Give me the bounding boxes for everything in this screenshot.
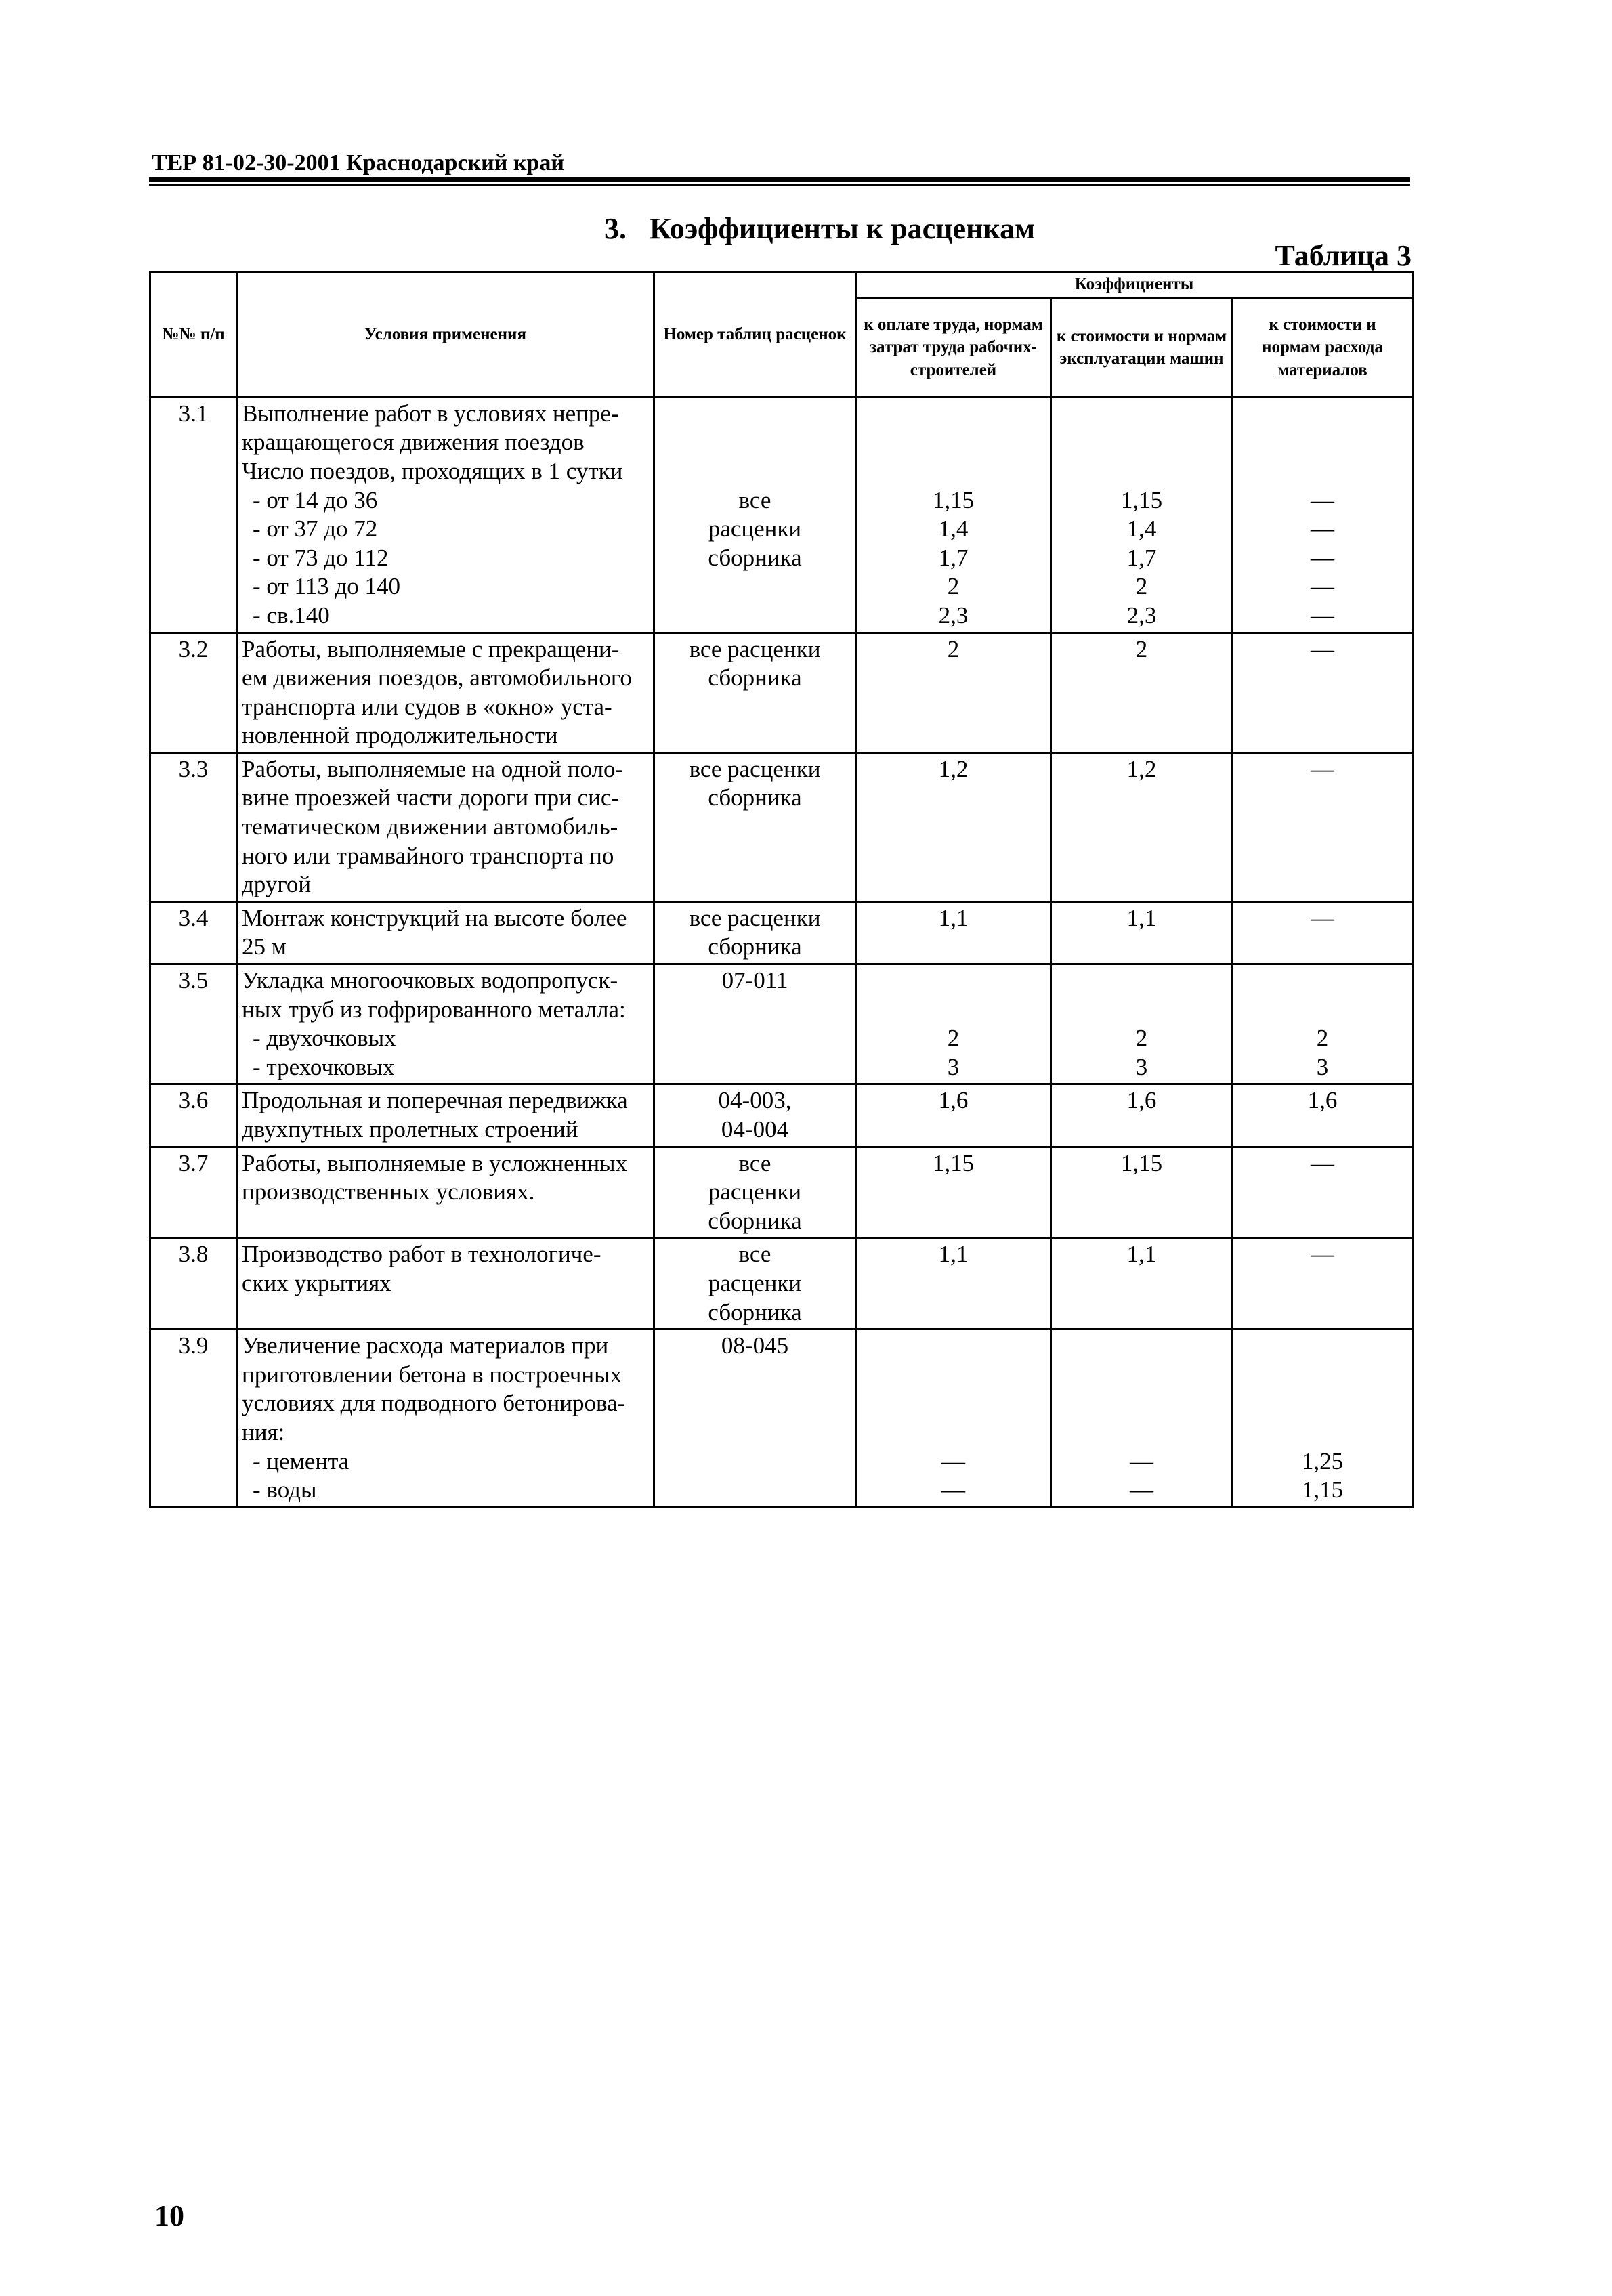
- row-number: 3.2: [150, 633, 237, 752]
- condition-subitem: - цемента: [253, 1447, 349, 1474]
- table-row: [150, 752, 1413, 901]
- row-machines-coef: [1051, 397, 1233, 633]
- condition-subitem: - трехочковых: [253, 1053, 395, 1080]
- table-row: [150, 1330, 1413, 1508]
- row-number: 3.1: [150, 397, 237, 633]
- row-labor-coef: 1,1: [856, 1238, 1051, 1330]
- ref-line: все расценки: [689, 904, 821, 931]
- row-materials-coef: [1233, 397, 1413, 633]
- section-title: Коэффициенты к расценкам: [650, 212, 1036, 245]
- header-rule: [149, 177, 1410, 182]
- condition-line: ния:: [242, 1418, 285, 1445]
- col-header-machines: к стоимости и нормам эксплуатации машин: [1051, 298, 1233, 397]
- condition-subitem: - от 14 до 36: [253, 486, 378, 513]
- ref-line: сборника: [708, 784, 802, 811]
- condition-line: Работы, выполняемые с прекращени-: [242, 635, 620, 662]
- row-number: 3.3: [150, 752, 237, 901]
- materials-value: —: [1311, 515, 1334, 543]
- materials-value: —: [1311, 601, 1334, 629]
- col-header-table-ref: Номер таблиц расценок: [654, 272, 856, 398]
- ref-line: 04-003,: [718, 1087, 792, 1114]
- section-heading: [604, 211, 1035, 246]
- machines-value: 2: [1135, 1025, 1148, 1052]
- row-conditions: [237, 1330, 654, 1508]
- ref-line: сборника: [708, 1298, 802, 1325]
- condition-line: Работы, выполняемые на одной поло-: [242, 755, 624, 782]
- col-header-labor: к оплате труда, нормам затрат труда рабочих-строителей: [856, 298, 1051, 397]
- materials-value: —: [1311, 544, 1334, 571]
- row-labor-coef: 1,1: [856, 901, 1051, 964]
- table-row: [150, 1084, 1413, 1147]
- ref-line: расценки: [708, 515, 802, 543]
- condition-subitem: - св.140: [253, 601, 330, 629]
- row-conditions: [237, 633, 654, 752]
- row-number: 3.9: [150, 1330, 237, 1508]
- condition-subitem: - от 113 до 140: [253, 573, 400, 600]
- row-table-ref: [654, 1330, 856, 1508]
- labor-value: 1,7: [938, 544, 969, 571]
- row-labor-coef: [856, 964, 1051, 1084]
- col-header-num: №№ п/п: [150, 272, 237, 398]
- table-row: [150, 964, 1413, 1084]
- condition-line: ем движения поездов, автомобильного: [242, 664, 632, 692]
- row-table-ref: [654, 752, 856, 901]
- row-materials-coef: [1233, 964, 1413, 1084]
- machines-value: 1,4: [1126, 515, 1157, 543]
- condition-subitem: - от 37 до 72: [253, 515, 378, 543]
- row-conditions: [237, 752, 654, 901]
- condition-line: ного или трамвайного транспорта по: [242, 842, 614, 869]
- ref-line: сборника: [708, 544, 802, 571]
- row-machines-coef: 1,2: [1051, 752, 1233, 901]
- row-materials-coef: —: [1233, 1238, 1413, 1330]
- document-header: ТЕР 81-02-30-2001 Краснодарский край: [152, 150, 564, 175]
- labor-value: 1,15: [932, 486, 975, 513]
- labor-value: —: [941, 1476, 965, 1504]
- row-materials-coef: 1,6: [1233, 1084, 1413, 1147]
- row-conditions: [237, 1238, 654, 1330]
- ref-line: все: [738, 486, 771, 513]
- ref-line: 08-045: [721, 1332, 789, 1359]
- ref-line: 07-011: [721, 967, 788, 994]
- materials-value: 1,15: [1301, 1476, 1344, 1504]
- condition-line: Работы, выполняемые в усложненных: [242, 1149, 628, 1176]
- row-machines-coef: 2: [1051, 633, 1233, 752]
- condition-subitem: - воды: [253, 1476, 317, 1504]
- row-table-ref: [654, 964, 856, 1084]
- ref-line: все расценки: [689, 635, 821, 662]
- condition-line: 25 м: [242, 933, 287, 960]
- materials-value: 3: [1316, 1053, 1329, 1080]
- coefficients-table: [149, 271, 1414, 1508]
- table-row: [150, 1238, 1413, 1330]
- labor-value: —: [941, 1447, 965, 1474]
- ref-line: сборника: [708, 664, 802, 692]
- row-conditions: [237, 1147, 654, 1238]
- machines-value: 1,7: [1126, 544, 1157, 571]
- row-materials-coef: —: [1233, 752, 1413, 901]
- row-labor-coef: 2: [856, 633, 1051, 752]
- row-labor-coef: 1,2: [856, 752, 1051, 901]
- row-table-ref: [654, 633, 856, 752]
- row-materials-coef: [1233, 1330, 1413, 1508]
- condition-line: ских укрытиях: [242, 1269, 391, 1296]
- row-table-ref: [654, 1084, 856, 1147]
- row-number: 3.6: [150, 1084, 237, 1147]
- row-labor-coef: 1,6: [856, 1084, 1051, 1147]
- row-conditions: [237, 901, 654, 964]
- ref-line: 04-004: [721, 1116, 789, 1143]
- condition-line: новленной продолжительности: [242, 722, 558, 749]
- ref-line: расценки: [708, 1178, 802, 1206]
- row-table-ref: [654, 397, 856, 633]
- row-conditions: [237, 964, 654, 1084]
- table-caption: Таблица 3: [1275, 239, 1412, 272]
- row-materials-coef: —: [1233, 1147, 1413, 1238]
- labor-value: 2: [947, 573, 960, 600]
- row-number: 3.7: [150, 1147, 237, 1238]
- row-table-ref: [654, 1147, 856, 1238]
- machines-value: 1,15: [1120, 486, 1163, 513]
- materials-value: 1,25: [1301, 1447, 1344, 1474]
- table-row: [150, 901, 1413, 964]
- ref-line: все расценки: [689, 755, 821, 782]
- col-header-coefficients: Коэффициенты: [856, 272, 1413, 299]
- labor-value: 2: [947, 1025, 960, 1052]
- labor-value: 2,3: [938, 601, 969, 629]
- condition-line: Число поездов, проходящих в 1 сутки: [242, 457, 623, 484]
- table-row: [150, 633, 1413, 752]
- condition-line: кращающегося движения поездов: [242, 429, 585, 456]
- row-materials-coef: —: [1233, 901, 1413, 964]
- row-machines-coef: [1051, 1330, 1233, 1508]
- page-number: 10: [154, 2199, 184, 2232]
- row-labor-coef: [856, 397, 1051, 633]
- row-table-ref: [654, 901, 856, 964]
- row-machines-coef: 1,15: [1051, 1147, 1233, 1238]
- condition-subitem: - двухочковых: [253, 1025, 396, 1052]
- condition-line: другой: [242, 871, 312, 898]
- materials-value: 2: [1316, 1025, 1329, 1052]
- row-conditions: [237, 1084, 654, 1147]
- row-materials-coef: —: [1233, 633, 1413, 752]
- table-row: [150, 397, 1413, 633]
- condition-line: Укладка многоочковых водопропуск-: [242, 967, 618, 994]
- col-header-conditions: Условия применения: [237, 272, 654, 398]
- ref-line: сборника: [708, 1207, 802, 1234]
- condition-line: Продольная и поперечная передвижка: [242, 1087, 628, 1114]
- row-labor-coef: [856, 1330, 1051, 1508]
- condition-line: условиях для подводного бетонирова-: [242, 1390, 626, 1417]
- condition-line: Выполнение работ в условиях непре-: [242, 400, 619, 427]
- row-labor-coef: 1,15: [856, 1147, 1051, 1238]
- condition-line: транспорта или судов в «окно» уста-: [242, 693, 612, 720]
- condition-line: приготовлении бетона в построечных: [242, 1361, 622, 1388]
- row-conditions: [237, 397, 654, 633]
- table-row: [150, 1147, 1413, 1238]
- col-header-materials: к стоимости и нормам расхода материалов: [1233, 298, 1413, 397]
- condition-line: тематическом движении автомобиль-: [242, 813, 618, 841]
- labor-value: 3: [947, 1053, 960, 1080]
- condition-line: производственных условиях.: [242, 1178, 535, 1206]
- row-number: 3.4: [150, 901, 237, 964]
- condition-subitem: - от 73 до 112: [253, 544, 389, 571]
- ref-line: сборника: [708, 933, 802, 960]
- row-number: 3.5: [150, 964, 237, 1084]
- row-machines-coef: [1051, 964, 1233, 1084]
- row-machines-coef: 1,1: [1051, 901, 1233, 964]
- condition-line: Производство работ в технологиче-: [242, 1241, 601, 1268]
- row-number: 3.8: [150, 1238, 237, 1330]
- machines-value: —: [1130, 1447, 1153, 1474]
- labor-value: 1,4: [938, 515, 969, 543]
- condition-line: Увеличение расхода материалов при: [242, 1332, 609, 1359]
- ref-line: расценки: [708, 1269, 802, 1296]
- machines-value: 3: [1135, 1053, 1148, 1080]
- section-number: 3.: [604, 212, 627, 245]
- row-machines-coef: 1,1: [1051, 1238, 1233, 1330]
- condition-line: Монтаж конструкций на высоте более: [242, 904, 627, 931]
- row-machines-coef: 1,6: [1051, 1084, 1233, 1147]
- header-rule-thin: [149, 184, 1410, 186]
- ref-line: все: [738, 1241, 771, 1268]
- machines-value: 2,3: [1126, 601, 1157, 629]
- condition-line: двухпутных пролетных строений: [242, 1116, 578, 1143]
- materials-value: —: [1311, 573, 1334, 600]
- ref-line: все: [738, 1149, 771, 1176]
- row-table-ref: [654, 1238, 856, 1330]
- condition-line: ных труб из гофрированного металла:: [242, 996, 626, 1023]
- materials-value: —: [1311, 486, 1334, 513]
- machines-value: 2: [1135, 573, 1148, 600]
- machines-value: —: [1130, 1476, 1153, 1504]
- condition-line: вине проезжей части дороги при сис-: [242, 784, 620, 811]
